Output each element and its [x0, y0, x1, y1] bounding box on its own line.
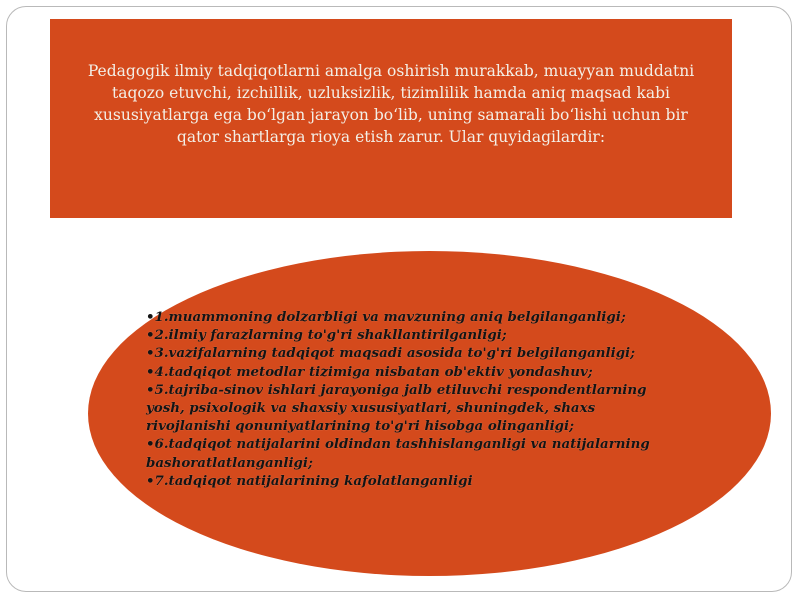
- intro-box: [50, 19, 732, 218]
- intro-text: Pedagogik ilmiy tadqiqotlarni amalga oshirish murakkab, muayyan muddatni taqozo etuvchi, izchillik, uzluksizlik, tizimlilik hamda aniq maqsad kabi xususiyatlarga ega bo‘lgan jarayon bo‘lib, uning samarali bo‘lishi uchun bir qator shartlarga rioya etish zarur. Ular quyidagilardir:: [87, 61, 695, 146]
- condition-item-6: •6.tadqiqot natijalarini oldindan tashhislanganligi va natijalarning bashoratlatlanganligi;: [146, 436, 650, 471]
- condition-item-3: •3.vazifalarning tadqiqot maqsadi asosida to'g'ri belgilanganligi;: [146, 345, 636, 362]
- condition-item-5: •5.tajriba-sinov ishlari jarayoniga jalb etiluvchi respondentlarning yosh, psixologik va shaxsiy xususiyatlari, shuningdek, shaxs rivojlanishi qonuniyatlarining to'g'ri hisobga olinganligi;: [146, 381, 647, 435]
- condition-item-7: •7.tadqiqot natijalarining kafolatlanganligi: [146, 472, 473, 489]
- condition-item-1: •1.muammoning dolzarbligi va mavzuning aniq belgilanganligi;: [146, 309, 626, 325]
- condition-item-4: •4.tadqiqot metodlar tizimiga nisbatan ob'ektiv yondashuv;: [146, 363, 593, 380]
- condition-item-2: •2.ilmiy farazlarning to'g'ri shakllantirilganligi;: [146, 327, 507, 344]
- conditions-list: [146, 308, 666, 490]
